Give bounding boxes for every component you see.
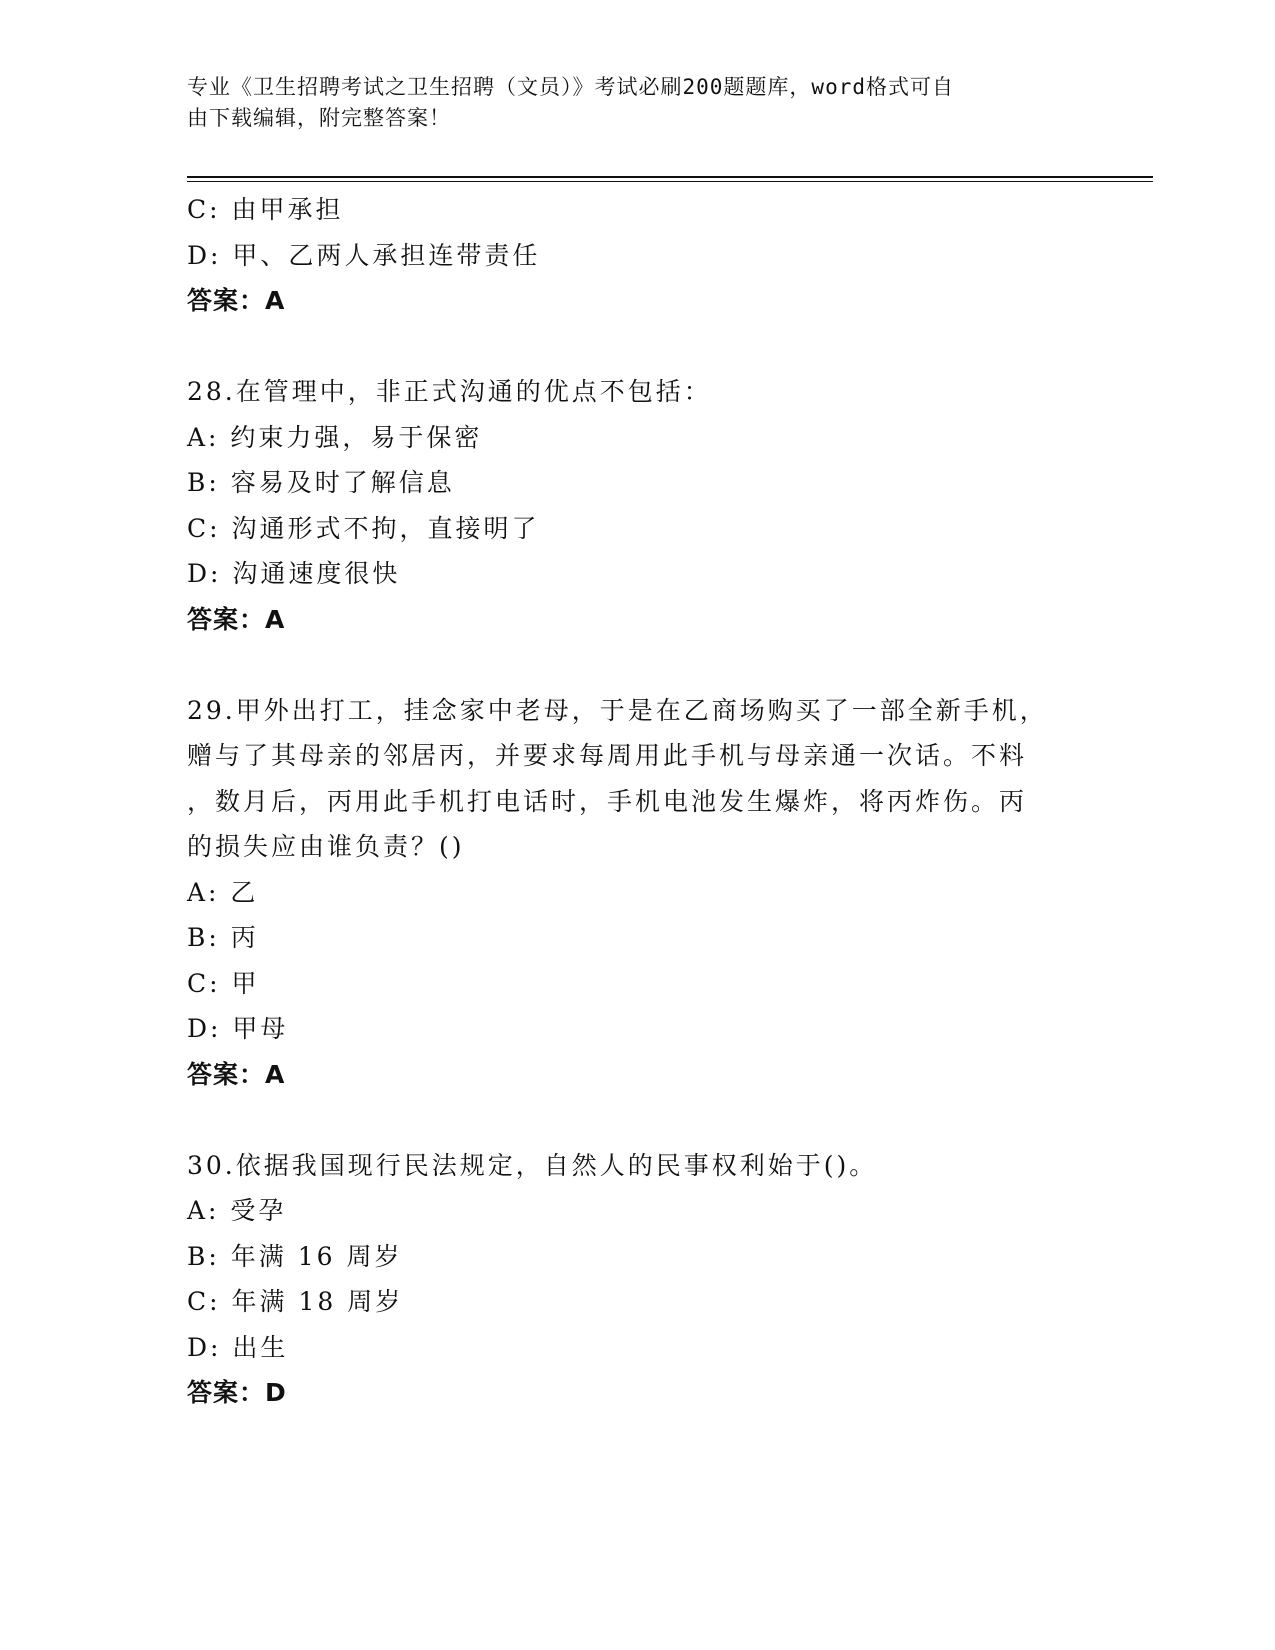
- option-c: C: 由甲承担: [187, 195, 344, 224]
- question-29: [187, 688, 1067, 1098]
- answer: 答案：A: [187, 286, 286, 315]
- option-a: A: 乙: [187, 877, 259, 907]
- option-a: A: 受孕: [187, 1196, 287, 1225]
- stem-line: ，数月后，丙用此手机打电话时，手机电池发生爆炸，将丙炸伤。丙: [187, 786, 1028, 816]
- spacer: [187, 642, 1067, 688]
- answer: 答案：A: [187, 1059, 286, 1089]
- header-rule-thick: [187, 176, 1153, 178]
- option-a: A: 约束力强，易于保密: [187, 422, 483, 452]
- option-b: B: 年满 16 周岁: [187, 1241, 403, 1271]
- spacer: [187, 1097, 1067, 1143]
- option-b: B: 丙: [187, 923, 259, 952]
- option-d: D: 甲母: [187, 1014, 289, 1043]
- answer: 答案：A: [187, 604, 286, 634]
- option-d: D: 甲、乙两人承担连带责任: [187, 240, 541, 270]
- question-27-tail: [187, 187, 1067, 324]
- option-d: D: 出生: [187, 1332, 289, 1362]
- option-c: C: 年满 18 周岁: [187, 1287, 404, 1316]
- header-line-1: 专业《卫生招聘考试之卫生招聘（文员）》考试必刷200题题库，word格式可自: [187, 75, 954, 99]
- option-c: C: 沟通形式不拘，直接明了: [187, 513, 540, 543]
- question-28: [187, 369, 1067, 642]
- header-line-2: 由下载编辑，附完整答案！: [187, 106, 451, 130]
- question-list: [187, 187, 1067, 1416]
- stem-line: 29.甲外出打工，挂念家中老母，于是在乙商场购买了一部全新手机，: [187, 695, 1048, 725]
- option-b: B: 容易及时了解信息: [187, 468, 455, 497]
- document-header: [187, 72, 1067, 134]
- question-30: [187, 1143, 1067, 1416]
- header-rule-thin: [187, 181, 1153, 182]
- answer: 答案：D: [187, 1378, 287, 1407]
- option-c: C: 甲: [187, 968, 260, 998]
- question-stem: [187, 688, 1067, 870]
- stem-line: 的损失应由谁负责？(): [187, 832, 465, 861]
- option-d: D: 沟通速度很快: [187, 559, 401, 588]
- spacer: [187, 324, 1067, 370]
- question-stem: 28.在管理中，非正式沟通的优点不包括：: [187, 377, 712, 406]
- stem-line: 赠与了其母亲的邻居丙，并要求每周用此手机与母亲通一次话。不料: [187, 741, 1028, 770]
- question-stem: 30.依据我国现行民法规定，自然人的民事权利始于()。: [187, 1150, 878, 1180]
